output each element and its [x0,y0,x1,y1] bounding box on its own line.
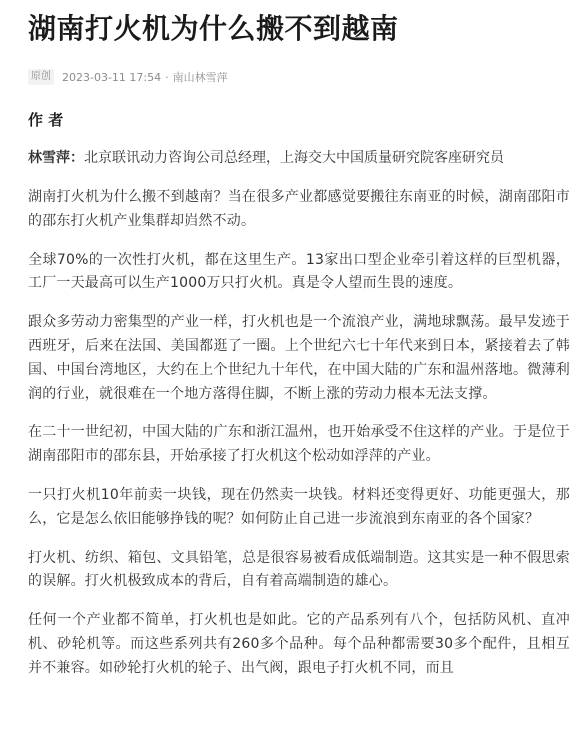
author-bio [28,147,570,169]
paragraph: 任何一个产业都不简单，打火机也是如此。它的产品系列有八个，包括防风机、直冲机、砂轮机等。而这些系列共有260多个品种。每个品种都需要30多个配件，且相互并不兼容。如砂轮打火机的轮子、出气阀，跟电子打火机不同，而且 [28,612,570,676]
author-section-heading: 作 者 [28,111,64,129]
article-title: 湖南打火机为什么搬不到越南 [28,12,399,45]
original-badge: 原创 [28,69,54,85]
account-name-link[interactable]: 南山林雪萍 [172,71,228,84]
author-name: 林雪萍： [28,150,84,166]
paragraph: 在二十一世纪初，中国大陆的广东和浙江温州，也开始承受不住这样的产业。于是位于湖南邵阳市的邵东县，开始承接了打火机这个松动如浮萍的产业。 [28,424,570,465]
meta-separator: · [165,70,169,84]
paragraph: 湖南打火机为什么搬不到越南？当在很多产业都感觉要搬往东南亚的时候，湖南邵阳市的邵东打火机产业集群却岿然不动。 [28,189,570,229]
paragraph: 全球70%的一次性打火机，都在这里生产。13家出口型企业牵引着这样的巨型机器，工厂一天最高可以生产1000万只打火机。真是令人望而生畏的速度。 [28,251,570,292]
paragraph: 一只打火机10年前卖一块钱，现在仍然卖一块钱。材料还变得更好、功能更强大，那么，它是怎么依旧能够挣钱的呢？如何防止自己进一步流浪到东南亚的各个国家？ [28,486,570,527]
publish-datetime: 2023-03-11 17:54 [62,70,162,84]
article-meta [28,67,570,87]
author-description: 北京联讯动力咨询公司总经理，上海交大中国质量研究院客座研究员 [84,150,504,166]
paragraph: 打火机、纺织、箱包、文具铅笔，总是很容易被看成低端制造。这其实是一种不假思索的误解。打火机极致成本的背后，自有着高端制造的雄心。 [28,549,570,590]
paragraph: 跟众多劳动力密集型的产业一样，打火机也是一个流浪产业，满地球飘荡。最早发迹于西班牙，后来在法国、美国都逛了一圈。上个世纪六七十年代来到日本，紧接着去了韩国、中国台湾地区，大约在上个世纪九十年代，在中国大陆的广东和温州落地。微薄利润的行业，就很难在一个地方落得住脚，不断上涨的劳动力根本无法支撑。 [28,314,570,402]
